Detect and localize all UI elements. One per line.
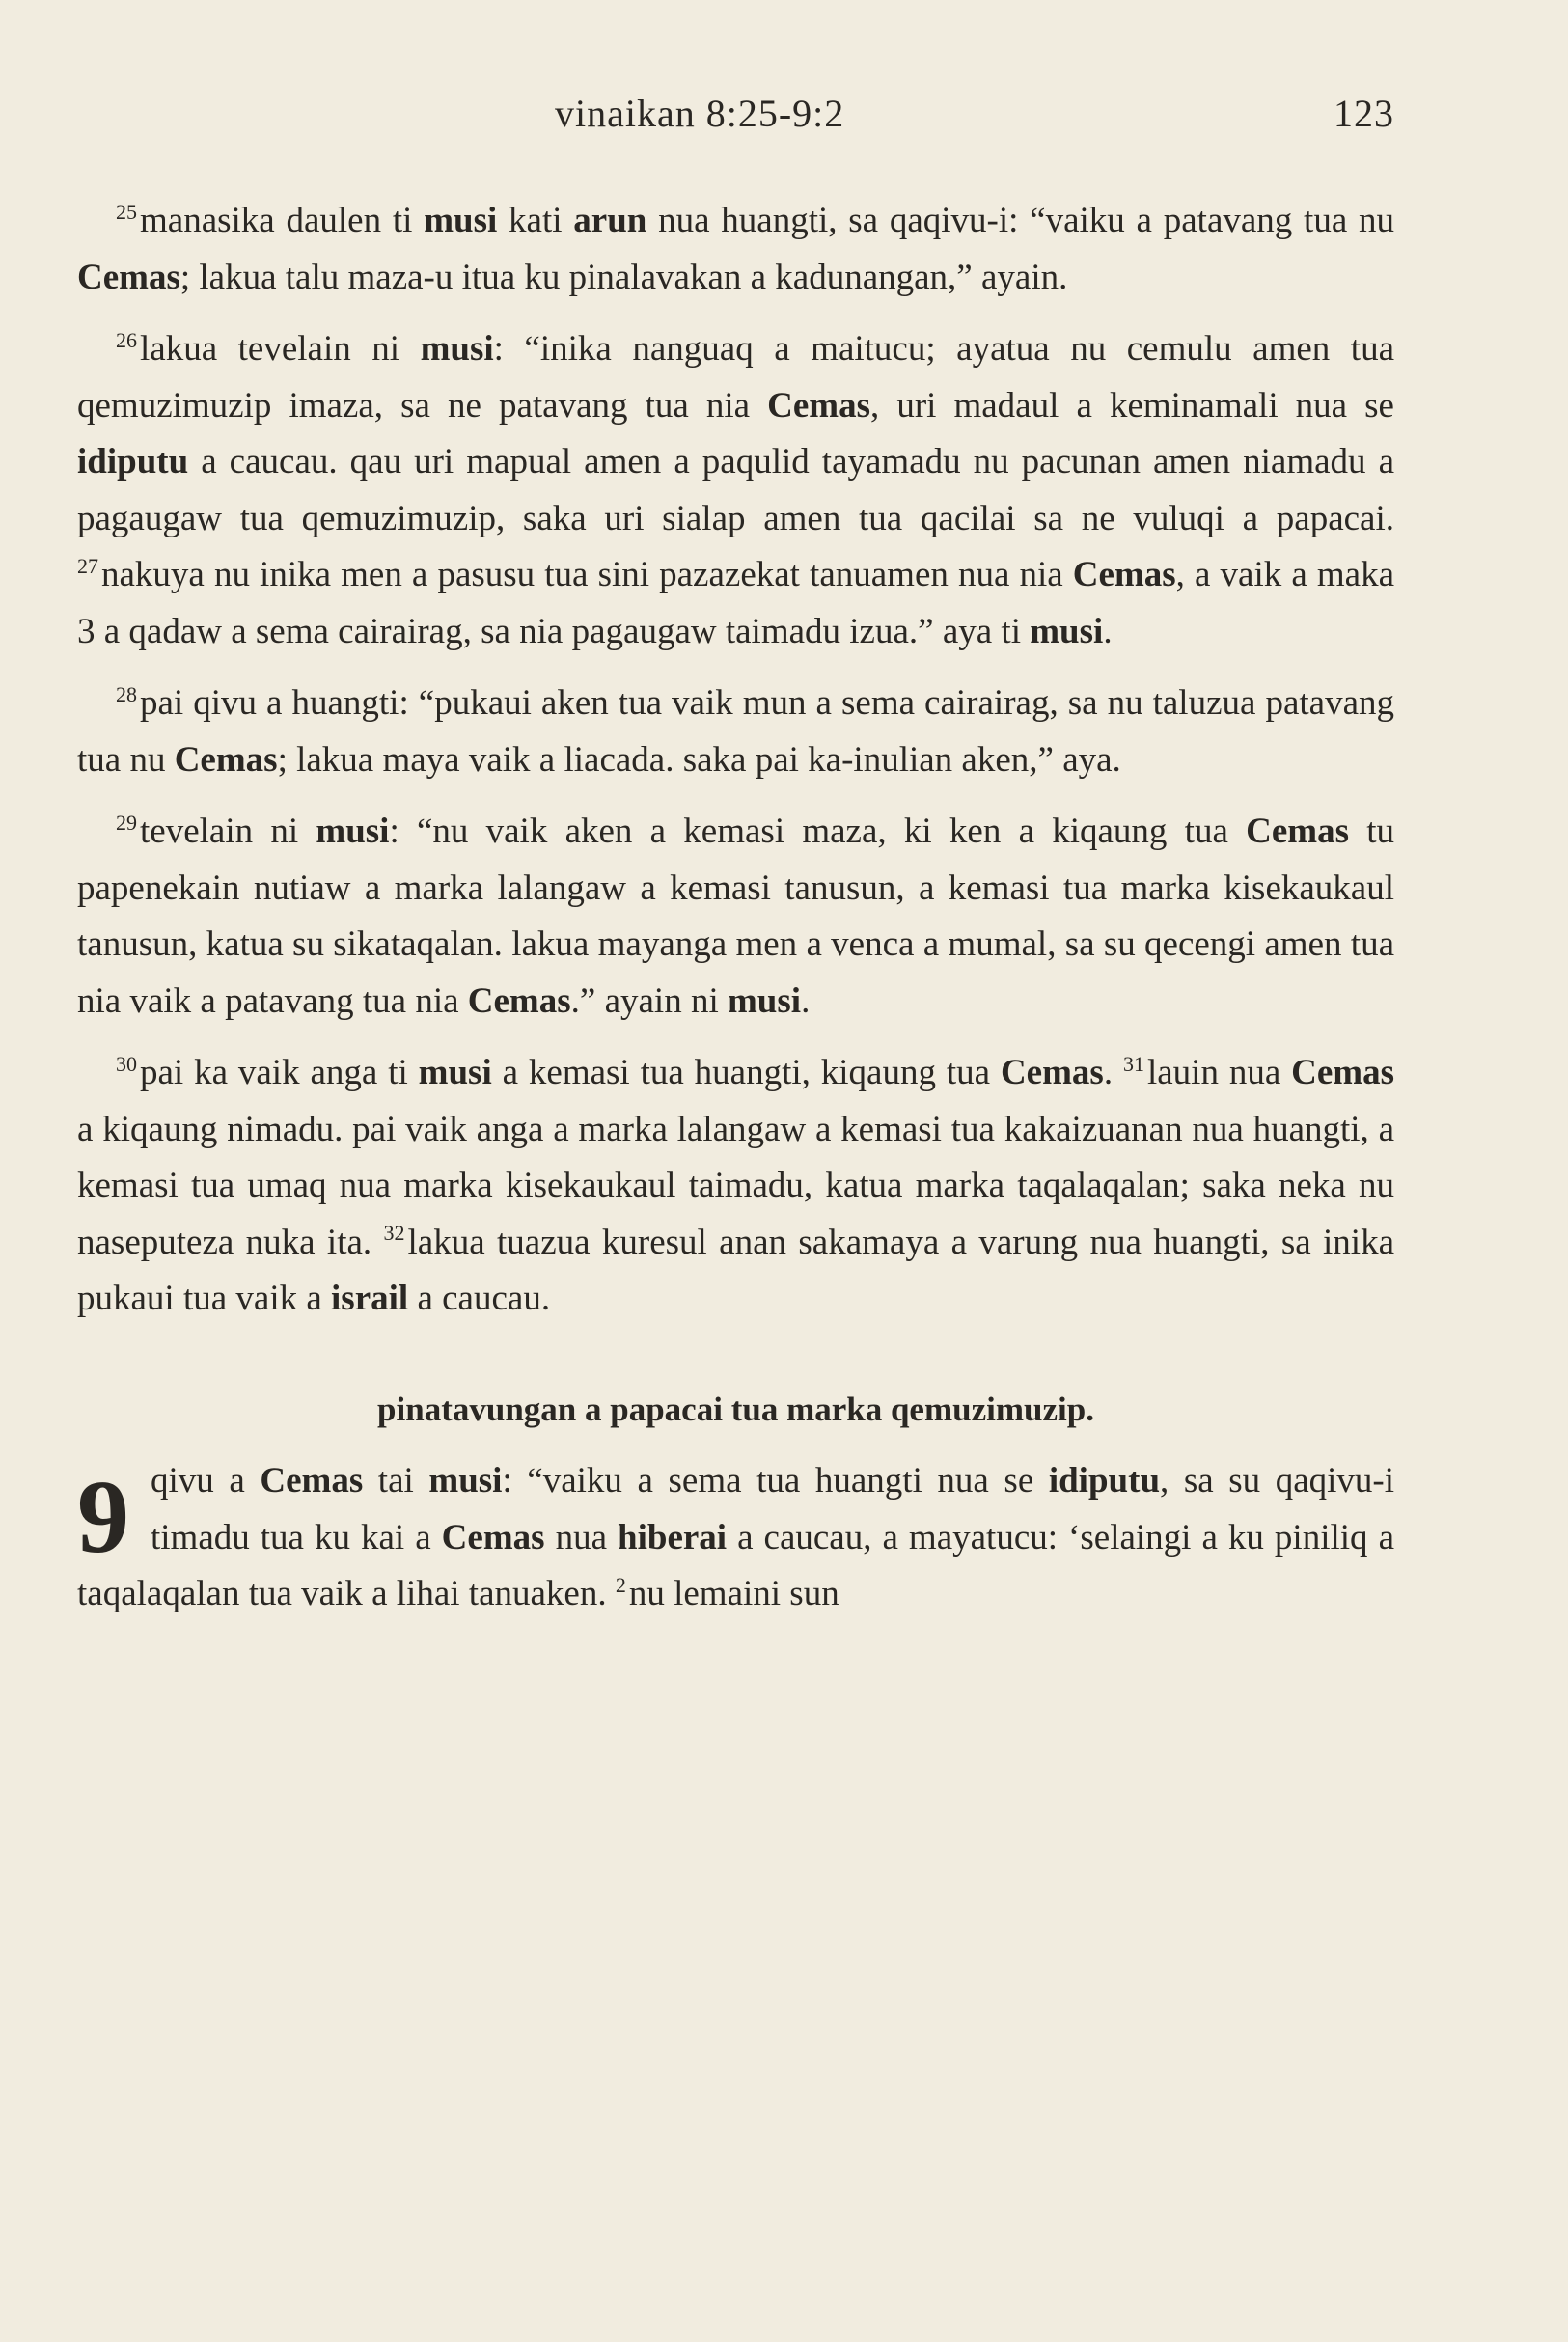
verse-number: 29 [116,810,137,835]
verse-text: . [1103,1053,1123,1092]
bold-term: Cemas [1000,1053,1104,1092]
bold-term: Cemas [1291,1053,1395,1092]
bold-term: Cemas [1072,555,1176,594]
bold-term: musi [418,1053,492,1092]
verse-text: nua huangti, sa qaqivu-i: “vaiku a patavang tua nu [646,201,1394,240]
verse-text: lauin nua [1146,1053,1292,1092]
bold-term: Cemas [441,1517,545,1557]
verse-text: lakua tuazua kuresul anan sakamaya a varung nua huangti, sa inika pukaui tua vaik a [77,1222,1394,1318]
verse-text: nakuya nu inika men a pasusu tua sini pazazekat tanuamen nua nia [101,555,1073,594]
verse-text: ; lakua maya vaik a liacada. saka pai ka-inulian aken,” aya. [277,739,1121,780]
running-title: vinaikan 8:25-9:2 [555,92,845,135]
paragraph-verse-28 [77,675,1394,788]
bold-term: musi [424,201,498,240]
bold-term: hiberai [618,1517,728,1557]
section-heading: pinatavungan a papacai tua marka qemuzimuzip. [377,1390,1094,1428]
verse-text: kati [497,201,574,240]
bold-term: musi [1030,611,1104,651]
bold-term: musi [316,812,390,851]
verse-text: manasika daulen ti [140,201,425,240]
verse-text: : “nu vaik aken a kemasi maza, ki ken a kiqaung tua [389,812,1247,851]
paragraph-chapter-9 [77,1453,1394,1623]
bold-term: arun [573,201,647,240]
verse-text: tu papenekain nutiaw a marka lalangaw a kemasi tanusun, a kemasi tua marka kisekaukaul tanusun, katua su sikataqalan. lakua mayanga men a venca a mumal, sa su qecengi amen tua nia vaik a patavang tua nia [77,812,1395,1021]
verse-number: 32 [383,1221,405,1246]
bold-term: musi [420,329,494,369]
bold-term: Cemas [1246,812,1349,851]
verse-number: 28 [116,681,137,706]
page-body [77,193,1394,1623]
verse-text: . [1103,611,1113,651]
verse-text: nu lemaini sun [628,1574,839,1613]
verse-text: a caucau, a mayatucu: ‘selaingi a ku piniliq a taqalaqalan tua vaik a lihai tanuaken. [77,1517,1394,1613]
page-number: 123 [1334,92,1394,135]
verse-text: : “vaiku a sema tua huangti nua se [502,1461,1049,1501]
verse-number: 2 [615,1572,626,1597]
verse-number: 27 [77,553,98,578]
verse-text: nua [544,1517,619,1557]
verse-text: qivu a [151,1461,261,1501]
verse-text: .” ayain ni [570,980,728,1021]
paragraph-verse-30-32 [77,1045,1394,1328]
verse-text: , sa su qaqivu-i timadu tua ku kai a [151,1461,1395,1557]
verse-text: . [801,980,811,1021]
bold-term: Cemas [77,257,180,297]
paragraph-verse-25 [77,193,1394,306]
verse-text: pai qivu a huangti: “pukaui aken tua vaik mun a sema cairairag, sa nu taluzua patavang tua nu [77,683,1394,780]
verse-number: 31 [1122,1051,1144,1076]
bold-term: musi [727,980,802,1021]
verse-text: , a vaik a maka 3 a qadaw a sema cairairag, sa nia pagaugaw taimadu izua.” aya ti [77,555,1394,651]
paragraph-verse-29 [77,804,1394,1030]
bold-term: Cemas [467,980,571,1021]
verse-text: , uri madaul a keminamali nua se [870,385,1394,426]
verse-number: 30 [116,1051,137,1076]
chapter-number: 9 [77,1460,129,1575]
verse-text: a kiqaung nimadu. pai vaik anga a marka lalangaw a kemasi tua kakaizuanan nua huangti, a kemasi tua umaq nua marka kisekaukaul taimadu, katua marka taqalaqalan; saka neka nu naseputeza nuka ita. [77,1109,1394,1262]
bold-term: israil [331,1279,409,1318]
verse-text: lakua tevelain ni [140,329,421,369]
bold-term: musi [428,1461,503,1501]
bold-term: idiputu [1048,1461,1161,1501]
verse-text: a caucau. qau uri mapual amen a paqulid tayamadu nu pacunan amen niamadu a pagaugaw tua qemuzimuzip, saka uri sialap amen tua qacilai sa ne vuluqi a papacai. [77,442,1394,538]
verse-text: tai [363,1461,429,1501]
bold-term: Cemas [767,385,870,426]
verse-text: tevelain ni [140,812,316,851]
verse-text: pai ka vaik anga ti [140,1053,419,1092]
verse-number: 26 [116,327,137,352]
bold-term: idiputu [77,442,189,482]
verse-text: : “inika nanguaq a maitucu; ayatua nu cemulu amen tua qemuzimuzip imaza, sa ne patavang tua nia [77,329,1394,426]
page-header [77,85,1394,143]
paragraph-verse-26-27 [77,321,1394,660]
verse-text: a kemasi tua huangti, kiqaung tua [491,1053,1001,1092]
verse-text: ; lakua talu maza-u itua ku pinalavakan a kadunangan,” ayain. [179,257,1068,297]
bold-term: Cemas [260,1461,364,1501]
bold-term: Cemas [174,739,278,780]
verse-number: 25 [116,199,137,224]
verse-text: a caucau. [408,1279,551,1318]
